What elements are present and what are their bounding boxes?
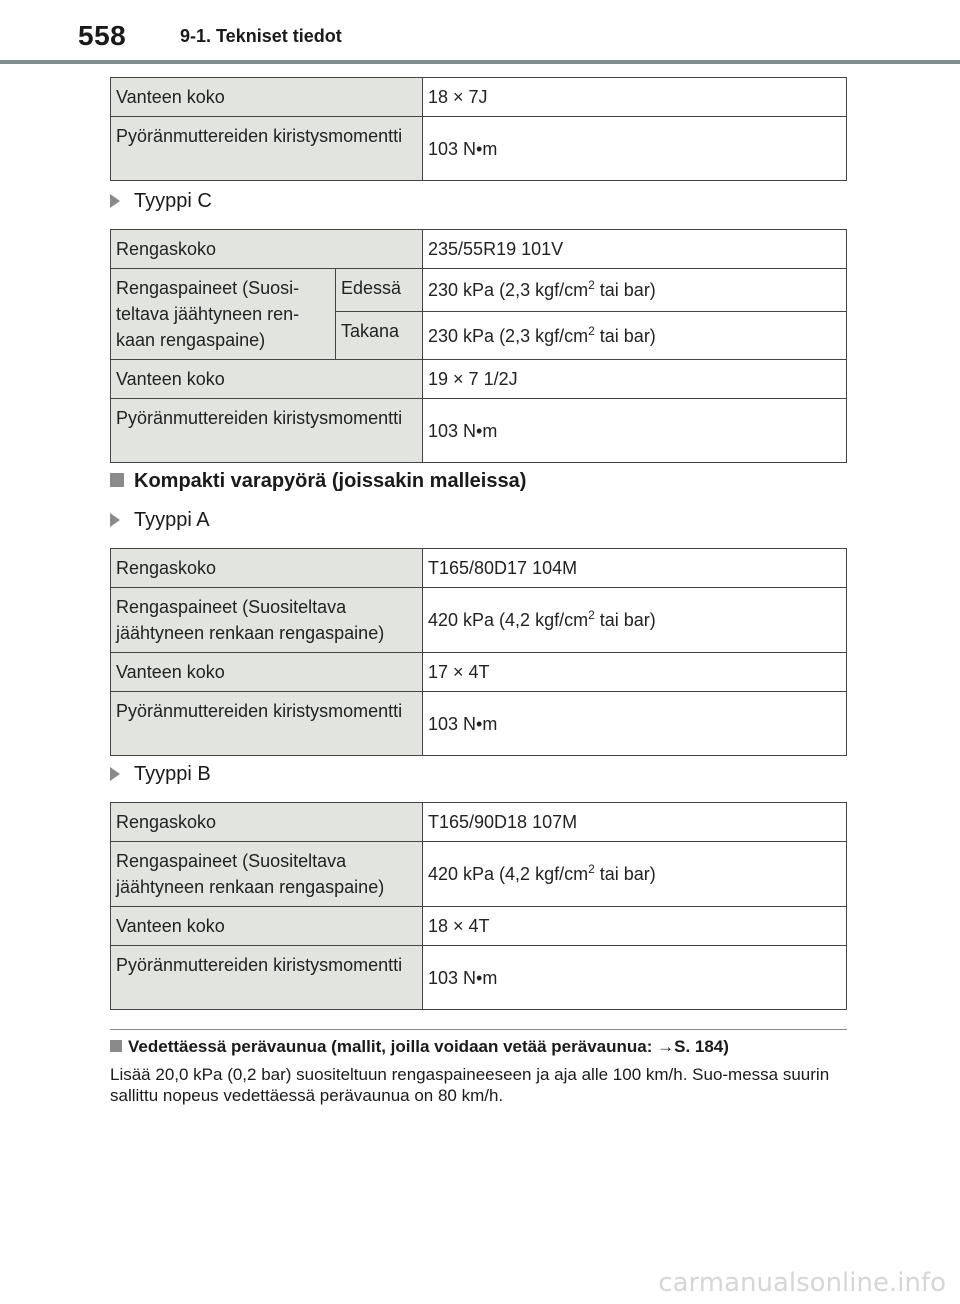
note-divider (110, 1029, 847, 1030)
square-bullet-icon (110, 1040, 122, 1052)
row-value: 230 kPa (2,3 kgf/$cm^2$ tai bar) (423, 312, 847, 360)
row-label: Pyöränmuttereiden kiristysmomentti (111, 399, 423, 463)
row-value: 103 N•m (423, 692, 847, 756)
row-value: 19 × 7 1/2J (423, 360, 847, 399)
spec-table-type-c (110, 229, 847, 463)
note-body: Lisää 20,0 kPa (0,2 bar) suositeltuun rengaspaineeseen ja aja alle 100 km/h. Suo-messa suurin sallittu nopeus vedettäessä perävaunua on 80 km/h. (110, 1065, 830, 1105)
triangle-bullet-icon (110, 513, 120, 527)
page-header (0, 0, 960, 66)
row-value: 18 × 7J (423, 78, 847, 117)
watermark: carmanualsonline.info (658, 1268, 946, 1298)
table-row (111, 907, 847, 946)
table-row (111, 269, 847, 312)
row-label: Pyöränmuttereiden kiristysmomentti (111, 946, 423, 1010)
page-number: 558 (78, 20, 127, 51)
table-row (111, 230, 847, 269)
table-row (111, 549, 847, 588)
row-value: 420 kPa (4,2 kgf/$cm^2$ tai bar) (423, 842, 847, 907)
table-row (111, 842, 847, 907)
table-row (111, 653, 847, 692)
row-sublabel: Takana (336, 312, 423, 360)
triangle-bullet-icon (110, 194, 120, 208)
row-value: 230 kPa (2,3 kgf/$cm^2$ tai bar) (423, 269, 847, 312)
table-row (111, 399, 847, 463)
spec-table-type-b (110, 802, 847, 1010)
subhead-type-a: Tyyppi A (110, 509, 210, 532)
row-value: T165/90D18 107M (423, 803, 847, 842)
table-row (111, 117, 847, 181)
row-label: Vanteen koko (111, 907, 423, 946)
table-row (111, 360, 847, 399)
row-value: 103 N•m (423, 117, 847, 181)
triangle-bullet-icon (110, 767, 120, 781)
row-label: Rengaspaineet (Suosi-teltava jäähtyneen ren-kaan rengaspaine) (111, 269, 336, 360)
row-label: Rengaspaineet (Suositeltava jäähtyneen renkaan rengaspaine) (111, 588, 423, 653)
spec-table-type-a (110, 548, 847, 756)
table-row (111, 803, 847, 842)
square-bullet-icon (110, 473, 124, 487)
row-label: Rengaskoko (111, 803, 423, 842)
page-reference-link[interactable]: S. 184) (674, 1037, 729, 1056)
row-label: Rengaskoko (111, 549, 423, 588)
row-value: 18 × 4T (423, 907, 847, 946)
row-value: 103 N•m (423, 399, 847, 463)
row-label: Pyöränmuttereiden kiristysmomentti (111, 117, 423, 181)
row-sublabel: Edessä (336, 269, 423, 312)
row-label: Pyöränmuttereiden kiristysmomentti (111, 692, 423, 756)
table-row (111, 692, 847, 756)
row-label: Rengaspaineet (Suositeltava jäähtyneen renkaan rengaspaine) (111, 842, 423, 907)
section-heading-compact-spare: Kompakti varapyörä (joissakin malleissa) (110, 470, 526, 493)
row-label: Rengaskoko (111, 230, 423, 269)
row-value: 103 N•m (423, 946, 847, 1010)
row-label: Vanteen koko (111, 360, 423, 399)
subhead-type-c: Tyyppi C (110, 190, 212, 213)
section-title: 9-1. Tekniset tiedot (180, 26, 342, 46)
table-row (111, 946, 847, 1010)
row-value: T165/80D17 104M (423, 549, 847, 588)
row-label: Vanteen koko (111, 653, 423, 692)
spec-table-top (110, 77, 847, 181)
subhead-type-b: Tyyppi B (110, 763, 211, 786)
row-label: Vanteen koko (111, 78, 423, 117)
table-row (111, 588, 847, 653)
table-row (111, 78, 847, 117)
row-value: 235/55R19 101V (423, 230, 847, 269)
row-value: 420 kPa (4,2 kgf/$cm^2$ tai bar) (423, 588, 847, 653)
note-heading: Vedettäessä perävaunua (mallit, joilla voidaan vetää perävaunua: →S. 184) (110, 1037, 729, 1057)
row-value: 17 × 4T (423, 653, 847, 692)
header-rule (0, 60, 960, 64)
arrow-right-icon: → (657, 1037, 675, 1056)
